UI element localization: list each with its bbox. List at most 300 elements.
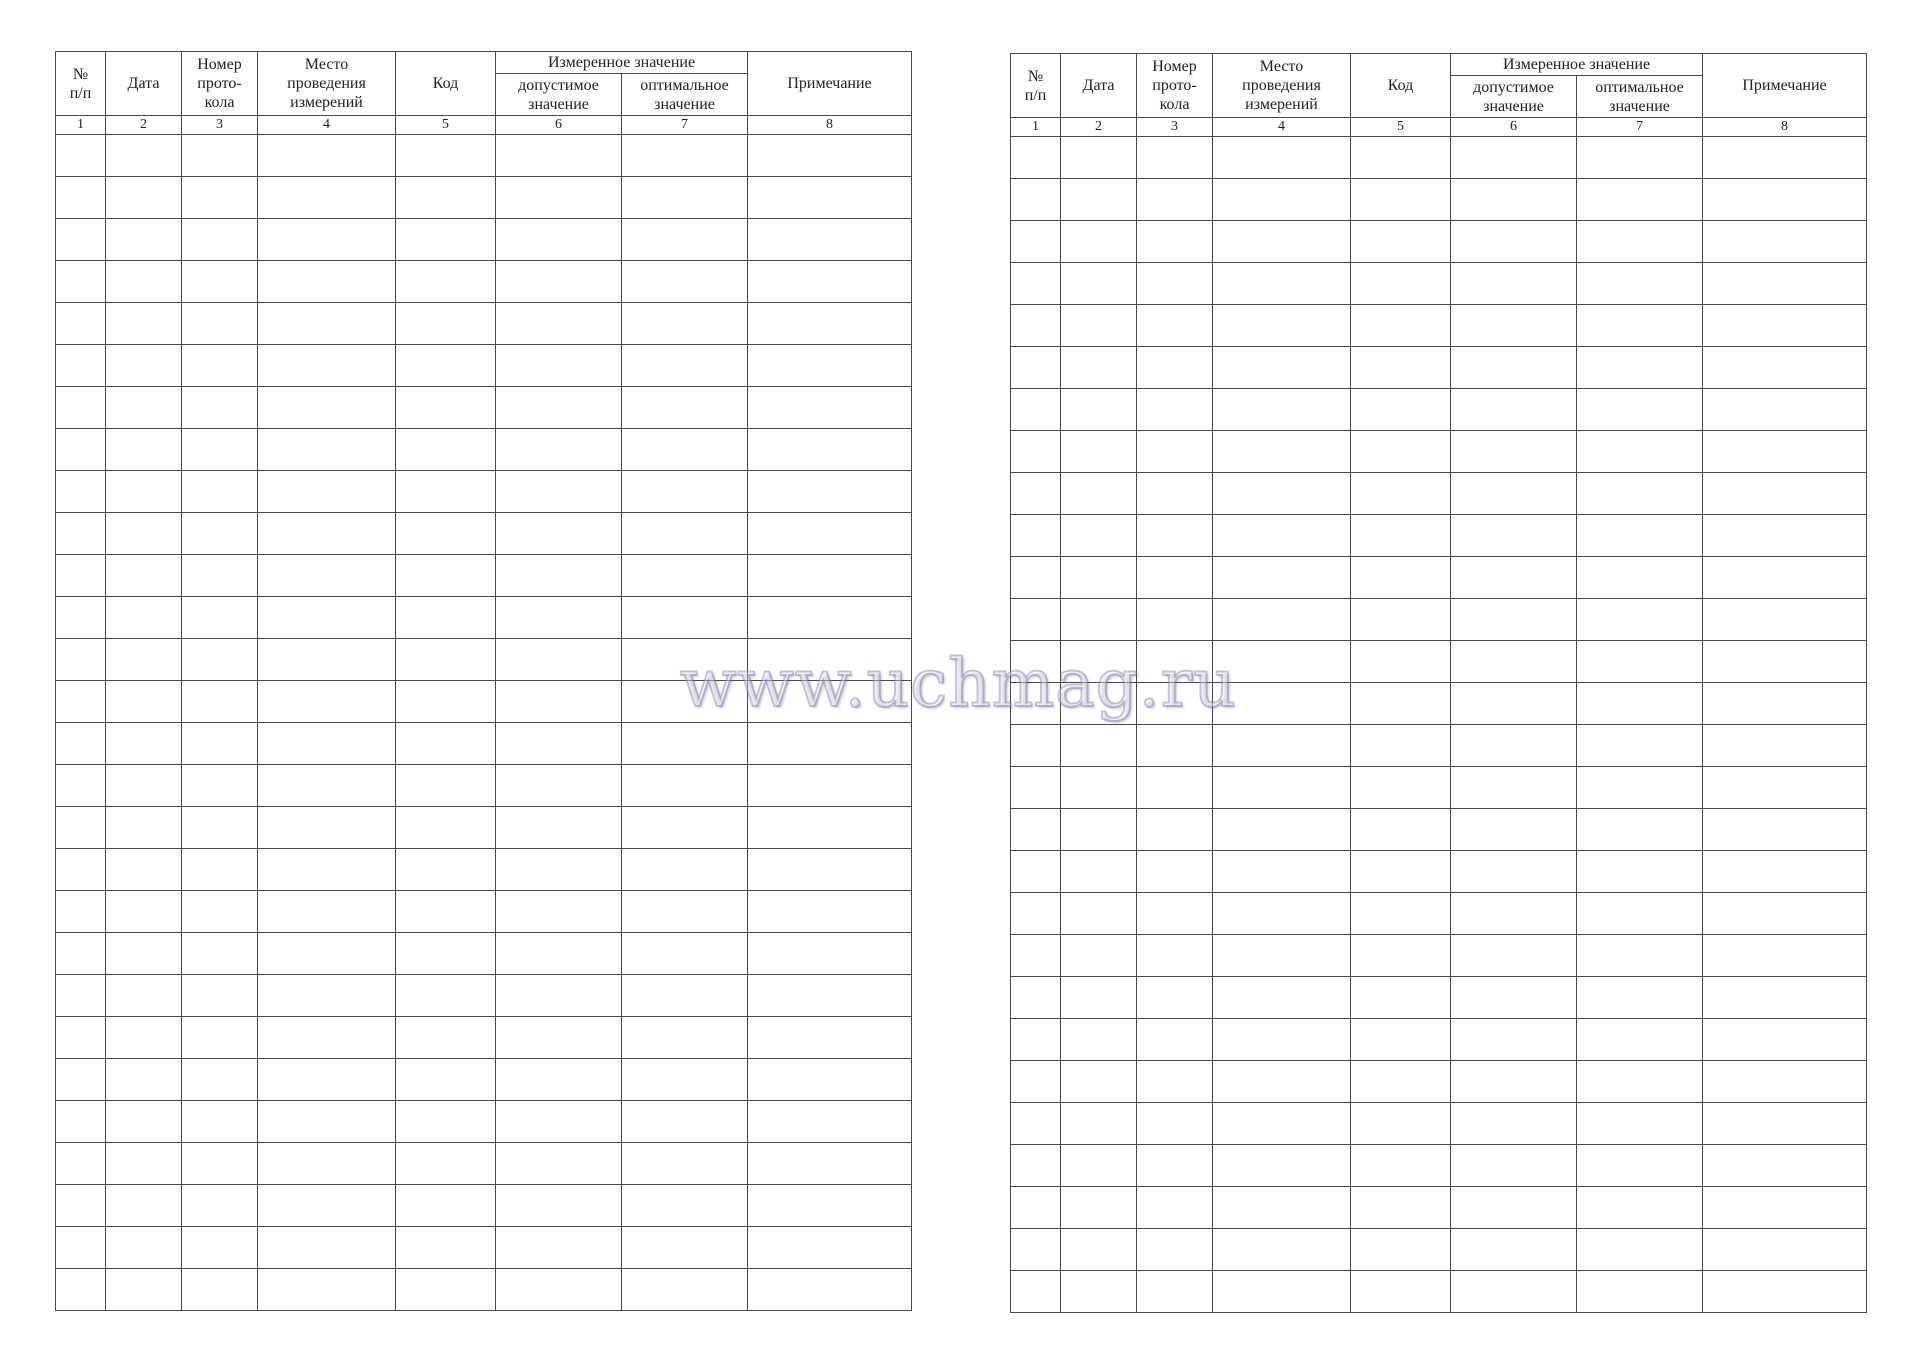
table-cell[interactable] [1137,263,1213,305]
table-cell[interactable] [1213,1019,1351,1061]
table-cell[interactable] [182,681,258,723]
table-cell[interactable] [1351,1187,1451,1229]
table-cell[interactable] [1351,1229,1451,1271]
table-cell[interactable] [1351,767,1451,809]
table-cell[interactable] [1137,1103,1213,1145]
table-cell[interactable] [56,765,106,807]
table-cell[interactable] [1451,137,1577,179]
table-cell[interactable] [396,765,496,807]
table-cell[interactable] [56,261,106,303]
table-cell[interactable] [748,471,912,513]
table-cell[interactable] [1061,431,1137,473]
table-cell[interactable] [396,597,496,639]
table-cell[interactable] [1137,431,1213,473]
table-cell[interactable] [1577,935,1703,977]
table-cell[interactable] [748,303,912,345]
table-cell[interactable] [748,681,912,723]
table-cell[interactable] [622,219,748,261]
table-cell[interactable] [748,765,912,807]
table-cell[interactable] [1577,347,1703,389]
table-cell[interactable] [496,1227,622,1269]
table-cell[interactable] [1137,977,1213,1019]
table-cell[interactable] [1577,1103,1703,1145]
table-cell[interactable] [1351,263,1451,305]
table-cell[interactable] [106,1269,182,1311]
table-cell[interactable] [1351,431,1451,473]
table-cell[interactable] [1137,179,1213,221]
table-cell[interactable] [1451,1271,1577,1313]
table-cell[interactable] [748,1143,912,1185]
table-cell[interactable] [748,135,912,177]
table-cell[interactable] [748,555,912,597]
table-cell[interactable] [1011,725,1061,767]
table-cell[interactable] [1137,557,1213,599]
table-cell[interactable] [56,723,106,765]
table-cell[interactable] [1137,641,1213,683]
table-cell[interactable] [1137,725,1213,767]
table-cell[interactable] [1703,515,1867,557]
table-cell[interactable] [622,387,748,429]
table-cell[interactable] [106,1143,182,1185]
table-cell[interactable] [1213,515,1351,557]
table-cell[interactable] [1213,725,1351,767]
table-cell[interactable] [258,807,396,849]
table-cell[interactable] [748,345,912,387]
table-cell[interactable] [1703,1145,1867,1187]
table-cell[interactable] [496,975,622,1017]
table-cell[interactable] [1011,977,1061,1019]
table-cell[interactable] [56,1269,106,1311]
table-cell[interactable] [1011,1145,1061,1187]
table-cell[interactable] [1703,473,1867,515]
table-cell[interactable] [496,219,622,261]
table-cell[interactable] [1351,1103,1451,1145]
table-cell[interactable] [396,429,496,471]
table-cell[interactable] [496,1059,622,1101]
table-cell[interactable] [1703,935,1867,977]
table-cell[interactable] [106,1185,182,1227]
table-cell[interactable] [1011,1061,1061,1103]
table-cell[interactable] [56,555,106,597]
table-cell[interactable] [1137,473,1213,515]
table-cell[interactable] [182,849,258,891]
table-cell[interactable] [106,1101,182,1143]
table-cell[interactable] [1061,1019,1137,1061]
table-cell[interactable] [396,261,496,303]
table-cell[interactable] [106,597,182,639]
table-cell[interactable] [106,387,182,429]
table-cell[interactable] [106,1227,182,1269]
table-cell[interactable] [1011,137,1061,179]
table-cell[interactable] [1213,1187,1351,1229]
table-cell[interactable] [1451,473,1577,515]
table-cell[interactable] [396,1143,496,1185]
table-cell[interactable] [106,345,182,387]
table-cell[interactable] [622,1017,748,1059]
table-cell[interactable] [748,219,912,261]
table-cell[interactable] [1213,1271,1351,1313]
table-cell[interactable] [106,219,182,261]
table-cell[interactable] [182,429,258,471]
table-cell[interactable] [1137,1019,1213,1061]
table-cell[interactable] [622,849,748,891]
table-cell[interactable] [1213,893,1351,935]
table-cell[interactable] [1213,431,1351,473]
table-cell[interactable] [106,639,182,681]
table-cell[interactable] [1011,347,1061,389]
table-cell[interactable] [1451,431,1577,473]
table-cell[interactable] [622,429,748,471]
table-cell[interactable] [258,1269,396,1311]
table-cell[interactable] [396,807,496,849]
table-cell[interactable] [1213,1145,1351,1187]
table-cell[interactable] [1011,683,1061,725]
table-cell[interactable] [1011,641,1061,683]
table-cell[interactable] [182,1017,258,1059]
table-cell[interactable] [396,513,496,555]
table-cell[interactable] [1577,263,1703,305]
table-cell[interactable] [496,1143,622,1185]
table-cell[interactable] [1061,683,1137,725]
table-cell[interactable] [56,891,106,933]
table-cell[interactable] [396,933,496,975]
table-cell[interactable] [496,723,622,765]
table-cell[interactable] [182,1059,258,1101]
table-cell[interactable] [1703,431,1867,473]
table-cell[interactable] [182,345,258,387]
table-cell[interactable] [1137,851,1213,893]
table-cell[interactable] [622,933,748,975]
table-cell[interactable] [1011,305,1061,347]
table-cell[interactable] [1011,1187,1061,1229]
table-cell[interactable] [1451,263,1577,305]
table-cell[interactable] [56,1101,106,1143]
table-cell[interactable] [1351,1145,1451,1187]
table-cell[interactable] [1213,767,1351,809]
table-cell[interactable] [1011,473,1061,515]
table-cell[interactable] [496,681,622,723]
table-cell[interactable] [748,807,912,849]
table-cell[interactable] [1351,1271,1451,1313]
table-cell[interactable] [1061,263,1137,305]
table-cell[interactable] [1011,1019,1061,1061]
table-cell[interactable] [496,807,622,849]
table-cell[interactable] [1351,851,1451,893]
table-cell[interactable] [496,1101,622,1143]
table-cell[interactable] [56,1227,106,1269]
table-cell[interactable] [258,849,396,891]
table-cell[interactable] [1061,851,1137,893]
table-cell[interactable] [1137,1187,1213,1229]
table-cell[interactable] [748,639,912,681]
table-cell[interactable] [1061,515,1137,557]
table-cell[interactable] [1703,1187,1867,1229]
table-cell[interactable] [1703,809,1867,851]
table-cell[interactable] [1061,935,1137,977]
table-cell[interactable] [1577,179,1703,221]
table-cell[interactable] [622,975,748,1017]
table-cell[interactable] [1451,599,1577,641]
table-cell[interactable] [622,471,748,513]
table-cell[interactable] [1011,1103,1061,1145]
table-cell[interactable] [182,1185,258,1227]
table-cell[interactable] [1703,179,1867,221]
table-cell[interactable] [258,261,396,303]
table-cell[interactable] [56,597,106,639]
table-cell[interactable] [1137,599,1213,641]
table-cell[interactable] [1577,431,1703,473]
table-cell[interactable] [182,639,258,681]
table-cell[interactable] [56,135,106,177]
table-cell[interactable] [1451,767,1577,809]
table-cell[interactable] [1451,977,1577,1019]
table-cell[interactable] [1577,1271,1703,1313]
table-cell[interactable] [496,261,622,303]
table-cell[interactable] [1451,725,1577,767]
table-cell[interactable] [748,723,912,765]
table-cell[interactable] [1137,347,1213,389]
table-cell[interactable] [1351,179,1451,221]
table-cell[interactable] [1451,1229,1577,1271]
table-cell[interactable] [622,891,748,933]
table-cell[interactable] [1213,809,1351,851]
table-cell[interactable] [1011,1271,1061,1313]
table-cell[interactable] [1011,389,1061,431]
table-cell[interactable] [1577,725,1703,767]
table-cell[interactable] [1703,347,1867,389]
table-cell[interactable] [622,555,748,597]
table-cell[interactable] [258,429,396,471]
table-cell[interactable] [1213,557,1351,599]
table-cell[interactable] [258,597,396,639]
table-cell[interactable] [496,765,622,807]
table-cell[interactable] [1577,515,1703,557]
table-cell[interactable] [182,135,258,177]
table-cell[interactable] [258,345,396,387]
table-cell[interactable] [396,1185,496,1227]
table-cell[interactable] [1213,977,1351,1019]
table-cell[interactable] [106,303,182,345]
table-cell[interactable] [748,1101,912,1143]
table-cell[interactable] [106,471,182,513]
table-cell[interactable] [396,345,496,387]
table-cell[interactable] [258,1143,396,1185]
table-cell[interactable] [396,303,496,345]
table-cell[interactable] [1703,1061,1867,1103]
table-cell[interactable] [496,891,622,933]
table-cell[interactable] [1451,935,1577,977]
table-cell[interactable] [396,1017,496,1059]
table-cell[interactable] [258,1101,396,1143]
table-cell[interactable] [1351,473,1451,515]
table-cell[interactable] [1137,137,1213,179]
table-cell[interactable] [182,765,258,807]
table-cell[interactable] [56,219,106,261]
table-cell[interactable] [1011,515,1061,557]
table-cell[interactable] [1577,1229,1703,1271]
table-cell[interactable] [106,261,182,303]
table-cell[interactable] [748,1185,912,1227]
table-cell[interactable] [1213,473,1351,515]
table-cell[interactable] [56,471,106,513]
table-cell[interactable] [622,1143,748,1185]
table-cell[interactable] [106,891,182,933]
table-cell[interactable] [106,849,182,891]
table-cell[interactable] [396,849,496,891]
table-cell[interactable] [1011,557,1061,599]
table-cell[interactable] [258,387,396,429]
table-cell[interactable] [1351,221,1451,263]
table-cell[interactable] [182,1101,258,1143]
table-cell[interactable] [1061,1187,1137,1229]
table-cell[interactable] [622,1101,748,1143]
table-cell[interactable] [106,429,182,471]
table-cell[interactable] [1703,641,1867,683]
table-cell[interactable] [622,513,748,555]
table-cell[interactable] [258,681,396,723]
table-cell[interactable] [1061,221,1137,263]
table-cell[interactable] [1137,767,1213,809]
table-cell[interactable] [182,177,258,219]
table-cell[interactable] [1703,1229,1867,1271]
table-cell[interactable] [56,429,106,471]
table-cell[interactable] [496,513,622,555]
table-cell[interactable] [1137,389,1213,431]
table-cell[interactable] [1011,851,1061,893]
table-cell[interactable] [748,891,912,933]
table-cell[interactable] [1011,935,1061,977]
table-cell[interactable] [622,1227,748,1269]
table-cell[interactable] [622,597,748,639]
table-cell[interactable] [1451,893,1577,935]
table-cell[interactable] [1011,1229,1061,1271]
table-cell[interactable] [1061,1103,1137,1145]
table-cell[interactable] [1213,347,1351,389]
table-cell[interactable] [748,975,912,1017]
table-cell[interactable] [1577,767,1703,809]
table-cell[interactable] [1451,1187,1577,1229]
table-cell[interactable] [182,555,258,597]
table-cell[interactable] [1213,137,1351,179]
table-cell[interactable] [1577,1019,1703,1061]
table-cell[interactable] [1451,641,1577,683]
table-cell[interactable] [56,387,106,429]
table-cell[interactable] [1703,1103,1867,1145]
table-cell[interactable] [1703,221,1867,263]
table-cell[interactable] [1703,725,1867,767]
table-cell[interactable] [396,555,496,597]
table-cell[interactable] [1351,977,1451,1019]
table-cell[interactable] [1451,557,1577,599]
table-cell[interactable] [56,681,106,723]
table-cell[interactable] [396,387,496,429]
table-cell[interactable] [396,723,496,765]
table-cell[interactable] [748,597,912,639]
table-cell[interactable] [1451,1061,1577,1103]
table-cell[interactable] [748,177,912,219]
table-cell[interactable] [1061,977,1137,1019]
table-cell[interactable] [622,807,748,849]
table-cell[interactable] [1703,1019,1867,1061]
table-cell[interactable] [182,891,258,933]
table-cell[interactable] [258,513,396,555]
table-cell[interactable] [56,513,106,555]
table-cell[interactable] [258,555,396,597]
table-cell[interactable] [258,975,396,1017]
table-cell[interactable] [622,1185,748,1227]
table-cell[interactable] [748,513,912,555]
table-cell[interactable] [1137,893,1213,935]
table-cell[interactable] [1137,515,1213,557]
table-cell[interactable] [56,1059,106,1101]
table-cell[interactable] [496,387,622,429]
table-cell[interactable] [1213,683,1351,725]
table-cell[interactable] [1137,935,1213,977]
table-cell[interactable] [622,303,748,345]
table-cell[interactable] [1451,1019,1577,1061]
table-cell[interactable] [496,1017,622,1059]
table-cell[interactable] [182,597,258,639]
table-cell[interactable] [1011,809,1061,851]
table-cell[interactable] [1577,683,1703,725]
table-cell[interactable] [1213,389,1351,431]
table-cell[interactable] [622,723,748,765]
table-cell[interactable] [1703,599,1867,641]
table-cell[interactable] [258,303,396,345]
table-cell[interactable] [1577,809,1703,851]
table-cell[interactable] [622,639,748,681]
table-cell[interactable] [1061,179,1137,221]
table-cell[interactable] [106,1017,182,1059]
table-cell[interactable] [1577,1187,1703,1229]
table-cell[interactable] [496,303,622,345]
table-cell[interactable] [1011,431,1061,473]
table-cell[interactable] [1351,1061,1451,1103]
table-cell[interactable] [258,639,396,681]
table-cell[interactable] [396,1101,496,1143]
table-cell[interactable] [106,933,182,975]
table-cell[interactable] [496,471,622,513]
table-cell[interactable] [396,975,496,1017]
table-cell[interactable] [1451,389,1577,431]
table-cell[interactable] [1061,1061,1137,1103]
table-cell[interactable] [106,555,182,597]
table-cell[interactable] [182,807,258,849]
table-cell[interactable] [748,261,912,303]
table-cell[interactable] [182,1227,258,1269]
table-cell[interactable] [1061,1145,1137,1187]
table-cell[interactable] [1213,851,1351,893]
table-cell[interactable] [622,1059,748,1101]
table-cell[interactable] [1577,389,1703,431]
table-cell[interactable] [1061,305,1137,347]
table-cell[interactable] [496,1269,622,1311]
table-cell[interactable] [56,849,106,891]
table-cell[interactable] [1213,1103,1351,1145]
table-cell[interactable] [1451,515,1577,557]
table-cell[interactable] [106,513,182,555]
table-cell[interactable] [1351,557,1451,599]
table-cell[interactable] [1213,935,1351,977]
table-cell[interactable] [1703,683,1867,725]
table-cell[interactable] [496,429,622,471]
table-cell[interactable] [182,219,258,261]
table-cell[interactable] [1577,137,1703,179]
table-cell[interactable] [496,597,622,639]
table-cell[interactable] [106,723,182,765]
table-cell[interactable] [258,1185,396,1227]
table-cell[interactable] [396,1059,496,1101]
